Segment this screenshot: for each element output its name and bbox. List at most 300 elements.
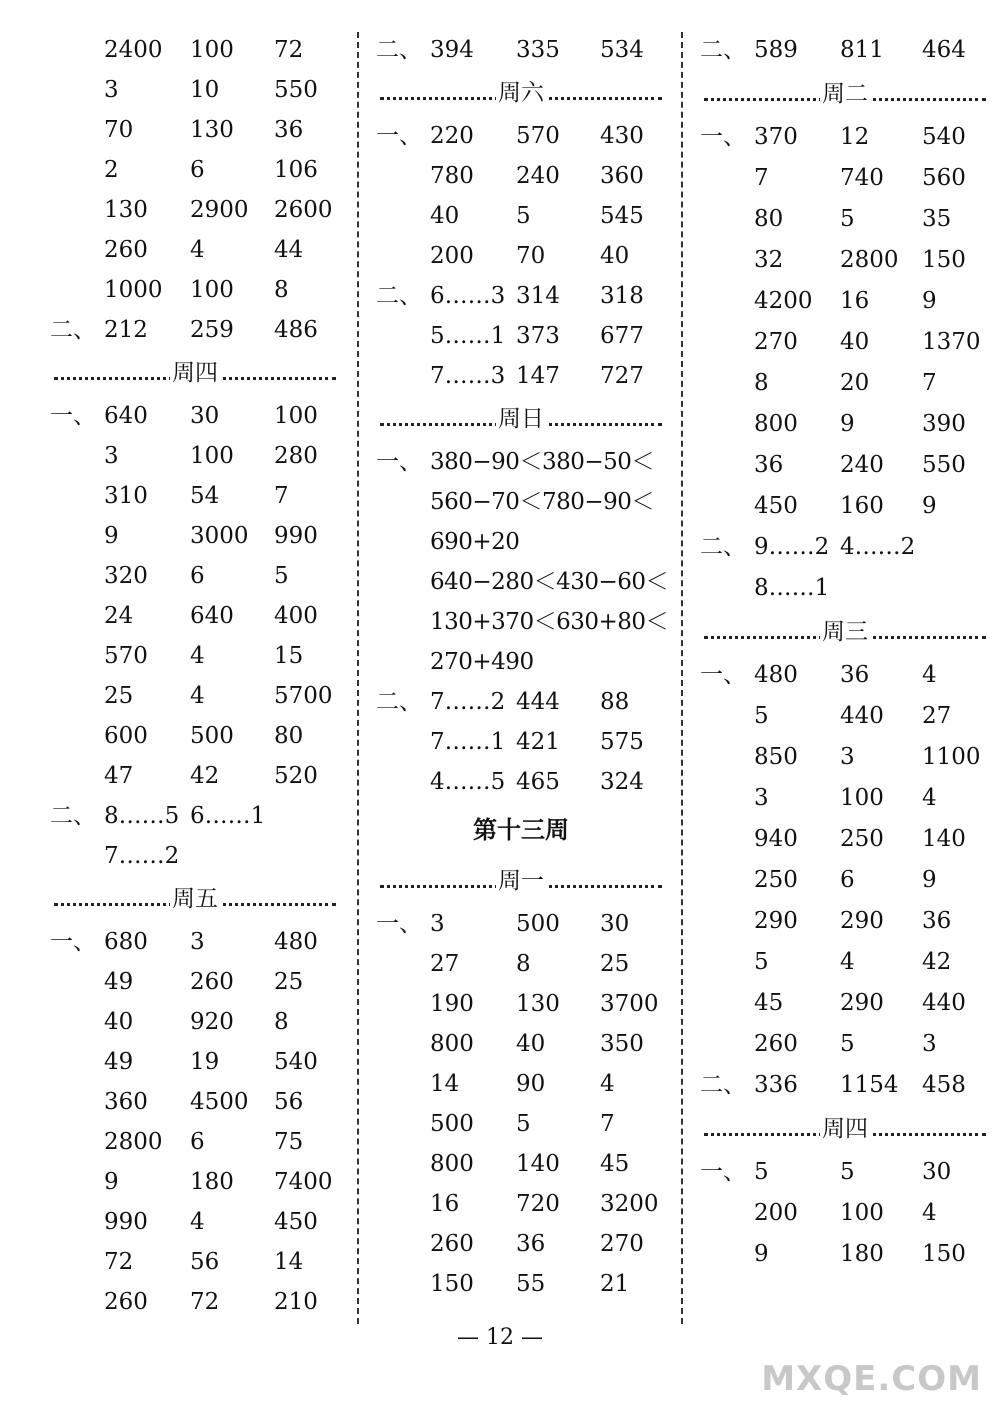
answer-row bbox=[50, 516, 340, 556]
answer-row bbox=[50, 716, 340, 756]
answer-cell: 36 bbox=[274, 117, 304, 143]
inequality-text: 640−280＜430−60＜ bbox=[430, 569, 669, 595]
answer-cell: 4 bbox=[922, 1200, 937, 1226]
watermark: MXQE.COM bbox=[761, 1359, 982, 1399]
answer-cell: 36 bbox=[922, 908, 952, 934]
answer-cell: 4 bbox=[922, 662, 937, 688]
column-divider bbox=[681, 32, 683, 1324]
answer-row bbox=[700, 1065, 990, 1106]
answer-cell: 7400 bbox=[274, 1169, 333, 1195]
answer-cell: 6 bbox=[190, 1129, 205, 1155]
answer-cell: 390 bbox=[922, 411, 966, 437]
answer-cell: 7……1 bbox=[430, 729, 506, 755]
answer-cell: 500 bbox=[190, 723, 234, 749]
answer-cell: 540 bbox=[922, 124, 966, 150]
answer-cell: 2 bbox=[104, 157, 119, 183]
answer-cell: 5 bbox=[754, 703, 769, 729]
answer-block bbox=[376, 116, 666, 396]
answer-cell: 6 bbox=[190, 157, 205, 183]
answer-cell: 2400 bbox=[104, 37, 163, 63]
answer-cell: 9……2 bbox=[754, 534, 830, 560]
answer-cell: 140 bbox=[922, 826, 966, 852]
answer-cell: 450 bbox=[274, 1209, 318, 1235]
answer-cell: 480 bbox=[754, 662, 798, 688]
answer-row bbox=[700, 778, 990, 819]
section-header-saturday: 周六 bbox=[376, 70, 666, 116]
answer-cell: 2900 bbox=[190, 197, 249, 223]
answer-cell: 19 bbox=[190, 1049, 220, 1075]
answer-cell: 3 bbox=[430, 911, 445, 937]
answer-cell: 25 bbox=[104, 683, 134, 709]
answer-row bbox=[376, 276, 666, 316]
answer-cell: 465 bbox=[516, 769, 560, 795]
answer-cell: 600 bbox=[104, 723, 148, 749]
answer-row bbox=[376, 236, 666, 276]
answer-row bbox=[50, 836, 340, 876]
answer-cell: 25 bbox=[600, 951, 630, 977]
answer-row bbox=[700, 404, 990, 445]
answer-cell: 260 bbox=[754, 1031, 798, 1057]
answer-cell: 4……5 bbox=[430, 769, 506, 795]
answer-cell: 8 bbox=[274, 1009, 289, 1035]
answer-cell: 80 bbox=[754, 206, 784, 232]
answer-cell: 106 bbox=[274, 157, 318, 183]
answer-cell: 6 bbox=[840, 867, 855, 893]
answer-cell: 677 bbox=[600, 323, 644, 349]
column-2 bbox=[376, 30, 669, 1304]
answer-cell: 3 bbox=[922, 1031, 937, 1057]
answer-row bbox=[700, 1024, 990, 1065]
section-header-sunday: 周日 bbox=[376, 396, 666, 442]
answer-cell: 16 bbox=[840, 288, 870, 314]
answer-row bbox=[700, 486, 990, 527]
answer-row bbox=[50, 270, 340, 310]
section-header-thursday: 周四 bbox=[700, 1106, 990, 1152]
answer-block bbox=[376, 904, 666, 1304]
answer-cell: 56 bbox=[274, 1089, 304, 1115]
section-header-wednesday: 周三 bbox=[700, 609, 990, 655]
column-3 bbox=[700, 30, 990, 1275]
answer-cell: 640 bbox=[190, 603, 234, 629]
answer-cell: 40 bbox=[600, 243, 630, 269]
question-number: 二、 bbox=[376, 283, 422, 309]
answer-row bbox=[376, 156, 666, 196]
inequality-text: 560−70＜780−90＜ bbox=[430, 489, 654, 515]
section-header-monday: 周一 bbox=[376, 858, 666, 904]
answer-cell: 280 bbox=[274, 443, 318, 469]
answer-cell: 12 bbox=[840, 124, 870, 150]
answer-cell: 335 bbox=[516, 37, 560, 63]
answer-row bbox=[50, 310, 340, 350]
answer-cell: 310 bbox=[104, 483, 148, 509]
answer-cell: 680 bbox=[104, 929, 148, 955]
answer-row bbox=[700, 158, 990, 199]
answer-cell: 3700 bbox=[600, 991, 659, 1017]
answer-cell: 9 bbox=[922, 288, 937, 314]
answer-cell: 7 bbox=[600, 1111, 615, 1137]
answer-cell: 545 bbox=[600, 203, 644, 229]
answer-row bbox=[700, 1152, 990, 1193]
question-number: 二、 bbox=[700, 534, 746, 560]
answer-cell: 290 bbox=[840, 908, 884, 934]
answer-block bbox=[50, 922, 340, 1322]
question-number: 二、 bbox=[700, 37, 746, 63]
answer-cell: 30 bbox=[922, 1159, 952, 1185]
column-divider bbox=[357, 32, 359, 1324]
answer-block bbox=[700, 1152, 990, 1275]
answer-row bbox=[50, 1042, 340, 1082]
answer-cell: 500 bbox=[430, 1111, 474, 1137]
answer-cell: 100 bbox=[840, 1200, 884, 1226]
answer-row bbox=[50, 150, 340, 190]
answer-cell: 9 bbox=[922, 867, 937, 893]
answer-cell: 720 bbox=[516, 1191, 560, 1217]
inequality-block bbox=[376, 442, 669, 682]
answer-cell: 560 bbox=[922, 165, 966, 191]
answer-cell: 7 bbox=[922, 370, 937, 396]
answer-cell: 180 bbox=[190, 1169, 234, 1195]
answer-cell: 5……1 bbox=[430, 323, 506, 349]
answer-row bbox=[50, 396, 340, 436]
answer-cell: 260 bbox=[190, 969, 234, 995]
answer-cell: 250 bbox=[840, 826, 884, 852]
answer-cell: 40 bbox=[104, 1009, 134, 1035]
answer-cell: 3 bbox=[754, 785, 769, 811]
answer-row bbox=[50, 1122, 340, 1162]
answer-row bbox=[376, 196, 666, 236]
answer-cell: 2800 bbox=[840, 247, 899, 273]
answer-cell: 72 bbox=[104, 1249, 134, 1275]
answer-cell: 27 bbox=[922, 703, 952, 729]
answer-row bbox=[50, 476, 340, 516]
answer-cell: 336 bbox=[754, 1072, 798, 1098]
answer-cell: 4 bbox=[190, 643, 205, 669]
answer-cell: 570 bbox=[516, 123, 560, 149]
answer-cell: 27 bbox=[430, 951, 460, 977]
answer-cell: 70 bbox=[104, 117, 134, 143]
answer-row bbox=[50, 1282, 340, 1322]
answer-cell: 4 bbox=[922, 785, 937, 811]
answer-cell: 444 bbox=[516, 689, 560, 715]
answer-row bbox=[700, 1193, 990, 1234]
answer-row bbox=[376, 316, 666, 356]
answer-cell: 1370 bbox=[922, 329, 981, 355]
answer-cell: 32 bbox=[754, 247, 784, 273]
answer-cell: 7 bbox=[274, 483, 289, 509]
answer-block bbox=[700, 30, 990, 71]
answer-row bbox=[376, 30, 666, 70]
inequality-text: 270+490 bbox=[430, 649, 534, 675]
answer-cell: 350 bbox=[600, 1031, 644, 1057]
answer-cell: 42 bbox=[922, 949, 952, 975]
answer-block bbox=[700, 655, 990, 1106]
answer-cell: 14 bbox=[430, 1071, 460, 1097]
answer-cell: 920 bbox=[190, 1009, 234, 1035]
answer-row bbox=[50, 110, 340, 150]
answer-cell: 4 bbox=[190, 1209, 205, 1235]
answer-cell: 4……2 bbox=[840, 534, 916, 560]
answer-cell: 100 bbox=[274, 403, 318, 429]
answer-row bbox=[50, 556, 340, 596]
answer-cell: 160 bbox=[840, 493, 884, 519]
inequality-text: 130+370＜630+80＜ bbox=[430, 609, 669, 635]
answer-row bbox=[700, 1234, 990, 1275]
answer-row bbox=[700, 860, 990, 901]
answer-cell: 42 bbox=[190, 763, 220, 789]
answer-cell: 72 bbox=[190, 1289, 220, 1315]
answer-row bbox=[376, 1224, 666, 1264]
answer-cell: 3 bbox=[104, 443, 119, 469]
question-number: 二、 bbox=[50, 803, 96, 829]
answer-cell: 3200 bbox=[600, 1191, 659, 1217]
answer-cell: 140 bbox=[516, 1151, 560, 1177]
question-number: 一、 bbox=[376, 911, 422, 937]
answer-row bbox=[700, 983, 990, 1024]
answer-cell: 16 bbox=[430, 1191, 460, 1217]
answer-row bbox=[700, 199, 990, 240]
answer-cell: 47 bbox=[104, 763, 134, 789]
answer-cell: 5 bbox=[840, 1031, 855, 1057]
inequality-text: 380−90＜380−50＜ bbox=[430, 449, 654, 475]
answer-cell: 180 bbox=[840, 1241, 884, 1267]
answer-cell: 1100 bbox=[922, 744, 981, 770]
question-number: 一、 bbox=[700, 124, 746, 150]
answer-cell: 8 bbox=[754, 370, 769, 396]
answer-cell: 4 bbox=[600, 1071, 615, 1097]
answer-cell: 5 bbox=[754, 1159, 769, 1185]
answer-cell: 36 bbox=[840, 662, 870, 688]
answer-cell: 210 bbox=[274, 1289, 318, 1315]
inequality-text: 690+20 bbox=[430, 529, 520, 555]
answer-cell: 550 bbox=[274, 77, 318, 103]
answer-cell: 150 bbox=[922, 247, 966, 273]
answer-row bbox=[700, 737, 990, 778]
answer-cell: 56 bbox=[190, 1249, 220, 1275]
answer-row bbox=[50, 1242, 340, 1282]
answer-cell: 150 bbox=[430, 1271, 474, 1297]
answer-cell: 940 bbox=[754, 826, 798, 852]
answer-row bbox=[376, 722, 666, 762]
question-number: 一、 bbox=[50, 929, 96, 955]
answer-cell: 100 bbox=[190, 37, 234, 63]
answer-cell: 7……2 bbox=[430, 689, 506, 715]
answer-cell: 49 bbox=[104, 1049, 134, 1075]
answer-row bbox=[700, 655, 990, 696]
answer-cell: 25 bbox=[274, 969, 304, 995]
answer-row bbox=[700, 901, 990, 942]
answer-row bbox=[700, 281, 990, 322]
answer-cell: 360 bbox=[104, 1089, 148, 1115]
answer-cell: 14 bbox=[274, 1249, 304, 1275]
answer-cell: 811 bbox=[840, 37, 884, 63]
answer-cell: 259 bbox=[190, 317, 234, 343]
answer-cell: 800 bbox=[430, 1031, 474, 1057]
answer-cell: 8……5 bbox=[104, 803, 180, 829]
answer-cell: 1154 bbox=[840, 1072, 899, 1098]
answer-row bbox=[376, 356, 666, 396]
answer-row bbox=[700, 363, 990, 404]
answer-cell: 520 bbox=[274, 763, 318, 789]
answer-cell: 240 bbox=[840, 452, 884, 478]
answer-cell: 727 bbox=[600, 363, 644, 389]
answer-cell: 1000 bbox=[104, 277, 163, 303]
answer-cell: 990 bbox=[274, 523, 318, 549]
answer-cell: 200 bbox=[754, 1200, 798, 1226]
answer-cell: 3 bbox=[840, 744, 855, 770]
answer-cell: 290 bbox=[754, 908, 798, 934]
answer-cell: 147 bbox=[516, 363, 560, 389]
answer-cell: 8 bbox=[274, 277, 289, 303]
answer-cell: 100 bbox=[840, 785, 884, 811]
answer-cell: 40 bbox=[840, 329, 870, 355]
answer-cell: 458 bbox=[922, 1072, 966, 1098]
answer-row bbox=[376, 1064, 666, 1104]
answer-cell: 8 bbox=[516, 951, 531, 977]
question-number: 一、 bbox=[376, 449, 422, 475]
answer-row bbox=[50, 230, 340, 270]
answer-cell: 30 bbox=[190, 403, 220, 429]
question-number: 二、 bbox=[376, 689, 422, 715]
answer-cell: 24 bbox=[104, 603, 134, 629]
answer-cell: 780 bbox=[430, 163, 474, 189]
answer-cell: 45 bbox=[754, 990, 784, 1016]
answer-cell: 450 bbox=[754, 493, 798, 519]
answer-block bbox=[700, 117, 990, 609]
answer-cell: 44 bbox=[274, 237, 304, 263]
answer-cell: 990 bbox=[104, 1209, 148, 1235]
answer-row bbox=[700, 696, 990, 737]
page-number: — 12 — bbox=[457, 1325, 543, 1350]
answer-cell: 6 bbox=[190, 563, 205, 589]
answer-cell: 540 bbox=[274, 1049, 318, 1075]
answer-cell: 640 bbox=[104, 403, 148, 429]
answer-row bbox=[376, 1144, 666, 1184]
answer-cell: 200 bbox=[430, 243, 474, 269]
answer-cell: 800 bbox=[754, 411, 798, 437]
answer-cell: 260 bbox=[104, 237, 148, 263]
answer-cell: 3000 bbox=[190, 523, 249, 549]
answer-row bbox=[50, 636, 340, 676]
answer-cell: 318 bbox=[600, 283, 644, 309]
answer-cell: 260 bbox=[104, 1289, 148, 1315]
answer-cell: 4 bbox=[190, 237, 205, 263]
answer-cell: 800 bbox=[430, 1151, 474, 1177]
answer-cell: 9 bbox=[104, 523, 119, 549]
answer-cell: 3 bbox=[104, 77, 119, 103]
inequality-line bbox=[376, 642, 666, 682]
answer-cell: 320 bbox=[104, 563, 148, 589]
answer-cell: 40 bbox=[516, 1031, 546, 1057]
answer-cell: 70 bbox=[516, 243, 546, 269]
answer-row bbox=[376, 1264, 666, 1304]
question-number: 二、 bbox=[376, 37, 422, 63]
section-header-tuesday: 周二 bbox=[700, 71, 990, 117]
answer-cell: 10 bbox=[190, 77, 220, 103]
answer-cell: 440 bbox=[840, 703, 884, 729]
answer-cell: 130 bbox=[516, 991, 560, 1017]
answer-cell: 72 bbox=[274, 37, 304, 63]
answer-cell: 314 bbox=[516, 283, 560, 309]
answer-cell: 5 bbox=[516, 203, 531, 229]
answer-cell: 430 bbox=[600, 123, 644, 149]
answer-cell: 7 bbox=[754, 165, 769, 191]
answer-row bbox=[700, 445, 990, 486]
answer-cell: 150 bbox=[922, 1241, 966, 1267]
answer-cell: 130 bbox=[104, 197, 148, 223]
inequality-line bbox=[376, 482, 666, 522]
answer-cell: 464 bbox=[922, 37, 966, 63]
answer-cell: 75 bbox=[274, 1129, 304, 1155]
answer-cell: 270 bbox=[600, 1231, 644, 1257]
answer-cell: 8……1 bbox=[754, 575, 830, 601]
answer-block bbox=[376, 30, 666, 70]
section-header-thursday: 周四 bbox=[50, 350, 340, 396]
answer-cell: 5 bbox=[840, 206, 855, 232]
answer-cell: 40 bbox=[430, 203, 460, 229]
answer-cell: 534 bbox=[600, 37, 644, 63]
answer-cell: 4200 bbox=[754, 288, 813, 314]
answer-row bbox=[50, 1162, 340, 1202]
question-number: 一、 bbox=[376, 123, 422, 149]
answer-row bbox=[700, 117, 990, 158]
answer-row bbox=[700, 568, 990, 609]
answer-row bbox=[50, 1082, 340, 1122]
question-number: 二、 bbox=[700, 1072, 746, 1098]
answer-cell: 570 bbox=[104, 643, 148, 669]
answer-cell: 36 bbox=[754, 452, 784, 478]
answer-cell: 220 bbox=[430, 123, 474, 149]
answer-row bbox=[50, 796, 340, 836]
answer-cell: 212 bbox=[104, 317, 148, 343]
answer-row bbox=[376, 944, 666, 984]
answer-row bbox=[700, 942, 990, 983]
answer-cell: 20 bbox=[840, 370, 870, 396]
answer-cell: 240 bbox=[516, 163, 560, 189]
answer-cell: 5 bbox=[516, 1111, 531, 1137]
answer-row bbox=[376, 1104, 666, 1144]
answer-cell: 440 bbox=[922, 990, 966, 1016]
answer-row bbox=[376, 116, 666, 156]
answer-row bbox=[50, 676, 340, 716]
answer-block bbox=[50, 30, 340, 350]
answer-cell: 35 bbox=[922, 206, 952, 232]
answer-cell: 9 bbox=[104, 1169, 119, 1195]
answer-cell: 130 bbox=[190, 117, 234, 143]
answer-cell: 100 bbox=[190, 443, 234, 469]
inequality-line bbox=[376, 562, 669, 602]
answer-row bbox=[50, 190, 340, 230]
answer-cell: 88 bbox=[600, 689, 630, 715]
answer-row bbox=[700, 30, 990, 71]
answer-cell: 400 bbox=[274, 603, 318, 629]
answer-row bbox=[376, 762, 666, 802]
answer-cell: 5 bbox=[754, 949, 769, 975]
answer-row bbox=[700, 322, 990, 363]
answer-row bbox=[700, 527, 990, 568]
answer-cell: 740 bbox=[840, 165, 884, 191]
inequality-line bbox=[376, 522, 666, 562]
question-number: 一、 bbox=[700, 662, 746, 688]
answer-row bbox=[376, 1184, 666, 1224]
answer-cell: 49 bbox=[104, 969, 134, 995]
answer-row bbox=[50, 922, 340, 962]
answer-cell: 21 bbox=[600, 1271, 630, 1297]
column-1 bbox=[50, 30, 340, 1322]
answer-cell: 373 bbox=[516, 323, 560, 349]
answer-cell: 250 bbox=[754, 867, 798, 893]
answer-cell: 190 bbox=[430, 991, 474, 1017]
answer-cell: 5 bbox=[274, 563, 289, 589]
